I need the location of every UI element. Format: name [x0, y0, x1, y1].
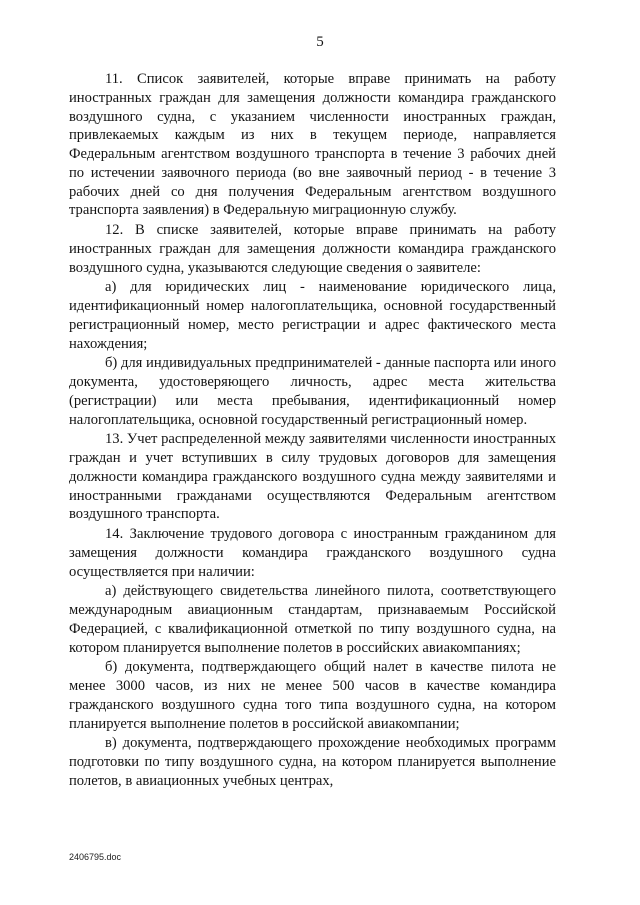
paragraph-12-item-a: а) для юридических лиц - наименование юридического лица, идентификационный номер налогоплательщика, основной государственный регистрационный номер, место регистрации и адрес фактического места нахождения;: [69, 279, 556, 352]
paragraph-14-item-c: в) документа, подтверждающего прохождение необходимых программ подготовки по типу воздушного судна, на котором планируется выполнение полетов, в авиационных учебных центрах,: [69, 735, 556, 789]
page-number: 5: [316, 34, 324, 50]
paragraph-12: 12. В списке заявителей, которые вправе принимать на работу иностранных граждан для замещения должности командира гражданского воздушного судна, указываются следующие сведения о заявителе:: [69, 222, 556, 276]
paragraph-11: 11. Список заявителей, которые вправе принимать на работу иностранных граждан для замещения должности командира гражданского воздушного судна, с указанием численности иностранных граждан, привлекаемых каждым из них в текущем периоде, направляется Федеральным агентством воздушного транспорта в течение 3 рабочих дней по истечении заявочного периода (во вне заявочный период - в течение 3 рабочих дней со дня получения Федеральным агентством воздушного транспорта заявления) в Федеральную миграционную службу.: [69, 71, 556, 219]
paragraph-12-item-b: б) для индивидуальных предпринимателей - данные паспорта или иного документа, удостоверяющего личность, адрес места жительства (регистрации) или места пребывания, идентификационный номер налогоплательщика, основной государственный регистрационный номер.: [69, 355, 556, 428]
document-file-code: 2406795.doc: [69, 852, 122, 862]
paragraph-14: 14. Заключение трудового договора с иностранным гражданином для замещения должности командира гражданского воздушного судна осуществляется при наличии:: [69, 526, 556, 580]
paragraph-13: 13. Учет распределенной между заявителями численности иностранных граждан и учет вступивших в силу трудовых договоров для замещения должности командира гражданского воздушного судна между заявителями и иностранными гражданами осуществляются Федеральным агентством воздушного транспорта.: [69, 431, 556, 523]
document-body: [69, 70, 556, 791]
paragraph-14-item-a: а) действующего свидетельства линейного пилота, соответствующего международным авиационным стандартам, признаваемым Российской Федерацией, с квалификационной отметкой по типу воздушного судна, на котором планируется выполнение полетов в российских авиакомпаниях;: [69, 583, 556, 656]
paragraph-14-item-b: б) документа, подтверждающего общий налет в качестве пилота не менее 3000 часов, из них не менее 500 часов в качестве командира гражданского воздушного судна того типа воздушного судна, на котором планируется выполнение полетов в российской авиакомпании;: [69, 659, 556, 732]
